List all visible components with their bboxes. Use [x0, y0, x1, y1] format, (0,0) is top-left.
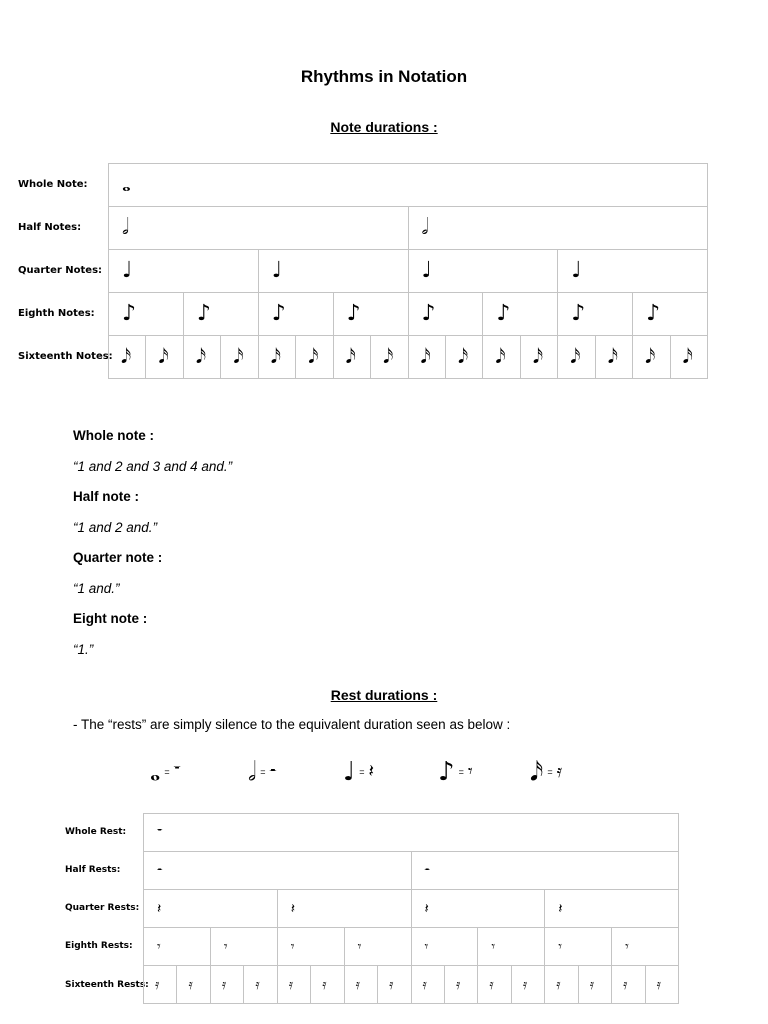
- half-rest-icon: 𝄼: [424, 862, 430, 879]
- rest-cell: [444, 966, 477, 1004]
- sixteenth-note-icon: 𝅘𝅥𝅯: [530, 757, 544, 787]
- sixteenth-note-icon: 𝅘𝅥𝅯: [420, 344, 431, 368]
- rest-cell: [578, 966, 611, 1004]
- eighth-note-icon: ♪: [438, 757, 455, 787]
- sixteenth-rest-icon: 𝄿: [455, 976, 461, 993]
- eighth-note-icon: ♪: [271, 301, 286, 326]
- whole-note-icon: 𝅝: [122, 172, 131, 197]
- whole-note-count-heading: Whole note :: [73, 428, 154, 443]
- quarter-note-count-text: “1 and.”: [73, 581, 120, 596]
- quarter-note-count-heading: Quarter note :: [73, 550, 163, 565]
- rest-cell: [612, 928, 679, 966]
- sixteenth-note-icon: 𝅘𝅥𝅯: [532, 344, 544, 368]
- sixteenth-rest-icon: 𝄿: [522, 976, 528, 993]
- note-cell: [109, 207, 409, 250]
- sixteenth-note-icon: 𝅘𝅥𝅯: [345, 344, 356, 368]
- sixteenth-rest-icon: 𝄿: [589, 976, 594, 993]
- eighth-note-icon: ♪: [496, 301, 511, 326]
- quarter-note-icon: ♩: [343, 757, 356, 787]
- note-cell: [258, 336, 295, 379]
- note-cell: [595, 336, 632, 379]
- equals-sign: =: [359, 767, 365, 777]
- eighth-rest-icon: 𝄾: [157, 938, 161, 955]
- page-title: Rhythms in Notation: [300, 67, 468, 86]
- note-cell: [109, 336, 146, 379]
- quarter-note-icon: ♩: [421, 258, 432, 283]
- sixteenth-note-icon: 𝅘𝅥𝅯: [270, 344, 282, 368]
- eighth-rest-icon: 𝄾: [357, 938, 362, 955]
- note-cell: [520, 336, 557, 379]
- sixteenth-note-icon: 𝅘𝅥𝅯: [195, 344, 207, 368]
- sixteenth-note-icon: 𝅘𝅥𝅯: [158, 344, 169, 368]
- rest-cell: [478, 966, 511, 1004]
- rest-cell: [177, 966, 210, 1004]
- rest-cell: [144, 928, 211, 966]
- eighth-rest-icon: 𝄾: [223, 938, 228, 955]
- eighth-note-icon: ♪: [196, 301, 211, 326]
- sixteenth-rest-icon: 𝄿: [623, 976, 628, 993]
- rest-cell: [210, 928, 277, 966]
- eighth-note-count-heading: Eight note :: [73, 611, 148, 626]
- note-row-quarter: [109, 250, 708, 293]
- sixteenth-rest-icon: 𝄿: [355, 976, 360, 993]
- rest-row-sixteenth: [144, 966, 679, 1004]
- sixteenth-rest-icon: 𝄿: [188, 976, 193, 993]
- sixteenth-rest-icon: 𝄿: [422, 976, 427, 993]
- note-cell: [483, 336, 520, 379]
- equals-sign: =: [260, 767, 266, 777]
- rest-cell: [144, 852, 412, 890]
- note-cell: [408, 293, 483, 336]
- rest-row-half: [144, 852, 679, 890]
- sixteenth-rest-icon: 𝄿: [155, 976, 160, 993]
- note-cell: [670, 336, 707, 379]
- quarter-note-icon: ♩: [571, 258, 582, 283]
- sixteenth-note-icon: 𝅘𝅥𝅯: [495, 344, 506, 368]
- note-cell: [146, 336, 183, 379]
- row-label-eighth-rests: Eighth Rests:: [65, 941, 133, 951]
- eighth-note-icon: ♪: [421, 301, 436, 326]
- whole-note-count-text: “1 and 2 and 3 and 4 and.”: [73, 459, 233, 474]
- rest-cell: [311, 966, 344, 1004]
- row-label-sixteenth-rests: Sixteenth Rests:: [65, 980, 149, 990]
- quarter-rest-icon: 𝄽: [424, 900, 429, 917]
- note-cell: [333, 293, 408, 336]
- eighth-rest-icon: 𝄾: [424, 938, 429, 955]
- row-label-half-rests: Half Rests:: [65, 865, 121, 875]
- note-cell: [371, 336, 408, 379]
- rest-row-quarter: [144, 890, 679, 928]
- half-rest-icon: 𝄼: [269, 761, 277, 782]
- rest-durations-table: [143, 813, 679, 1004]
- note-row-half: [109, 207, 708, 250]
- note-cell: [258, 293, 333, 336]
- eighth-note-icon: ♪: [571, 301, 586, 326]
- note-cell: [296, 336, 333, 379]
- note-cell: [258, 250, 408, 293]
- half-note-count-heading: Half note :: [73, 489, 139, 504]
- rest-cell: [411, 928, 478, 966]
- row-label-half-notes: Half Notes:: [18, 222, 82, 233]
- rest-cell: [344, 966, 377, 1004]
- note-cell: [109, 250, 259, 293]
- rest-cell: [277, 928, 344, 966]
- half-rest-icon: 𝄼: [157, 862, 163, 879]
- eighth-rest-icon: 𝄾: [558, 938, 562, 955]
- sixteenth-rest-icon: 𝄿: [489, 976, 494, 993]
- rest-cell: [612, 966, 645, 1004]
- equals-sign: =: [458, 767, 464, 777]
- row-label-whole-note: Whole Note:: [18, 179, 88, 190]
- sixteenth-rest-icon: 𝄿: [288, 976, 294, 993]
- sixteenth-rest-icon: 𝄿: [389, 976, 394, 993]
- sixteenth-rest-icon: 𝄿: [656, 976, 661, 993]
- sixteenth-rest-icon: 𝄿: [556, 976, 561, 993]
- half-note-icon: 𝅗𝅥: [248, 757, 257, 787]
- sixteenth-rest-icon: 𝄿: [556, 761, 563, 782]
- sixteenth-note-icon: 𝅘𝅥𝅯: [121, 344, 132, 368]
- note-cell: [558, 250, 708, 293]
- eighth-rest-icon: 𝄾: [491, 938, 496, 955]
- rest-cell: [144, 966, 177, 1004]
- sixteenth-note-icon: 𝅘𝅥𝅯: [233, 344, 244, 368]
- note-cell: [109, 164, 708, 207]
- eighth-note-icon: ♪: [346, 301, 361, 326]
- half-note-icon: 𝅗𝅥: [421, 215, 429, 240]
- note-cell: [221, 336, 258, 379]
- rest-cell: [545, 966, 578, 1004]
- eighth-rest-icon: 𝄾: [625, 938, 629, 955]
- equivalence-eighth: [438, 752, 473, 792]
- quarter-note-icon: ♩: [271, 258, 283, 283]
- quarter-note-icon: ♩: [122, 258, 133, 283]
- rest-cell: [545, 928, 612, 966]
- rests-intro-text: - The “rests” are simply silence to the equivalent duration seen as below :: [73, 717, 511, 732]
- note-row-whole: [109, 164, 708, 207]
- equivalence-whole: [150, 752, 180, 792]
- rest-cell: [511, 966, 544, 1004]
- rest-cell: [645, 966, 678, 1004]
- equivalence-quarter: [343, 752, 374, 792]
- sixteenth-rest-icon: 𝄿: [221, 976, 227, 993]
- equals-sign: =: [164, 767, 170, 777]
- note-cell: [483, 293, 558, 336]
- equals-sign: =: [547, 767, 553, 777]
- whole-rest-icon: 𝄻: [157, 824, 163, 841]
- eighth-rest-icon: 𝄾: [290, 938, 295, 955]
- rest-row-whole: [144, 814, 679, 852]
- sixteenth-note-icon: 𝅘𝅥𝅯: [383, 344, 394, 368]
- note-row-sixteenth: [109, 336, 708, 379]
- rest-cell: [478, 928, 545, 966]
- rest-cell: [378, 966, 411, 1004]
- note-cell: [558, 293, 633, 336]
- note-cell: [183, 336, 220, 379]
- rest-cell: [545, 890, 679, 928]
- eighth-note-icon: ♪: [646, 301, 661, 326]
- rest-durations-heading: Rest durations :: [330, 687, 438, 703]
- rest-cell: [344, 928, 411, 966]
- row-label-quarter-rests: Quarter Rests:: [65, 903, 140, 913]
- rest-cell: [210, 966, 243, 1004]
- whole-rest-icon: 𝄻: [173, 761, 181, 782]
- note-cell: [333, 336, 370, 379]
- note-durations-heading: Note durations :: [330, 119, 438, 135]
- quarter-rest-icon: 𝄽: [290, 900, 296, 917]
- rest-cell: [277, 890, 411, 928]
- sixteenth-note-icon: 𝅘𝅥𝅯: [457, 344, 469, 368]
- sixteenth-note-icon: 𝅘𝅥𝅯: [645, 344, 656, 368]
- sixteenth-note-icon: 𝅘𝅥𝅯: [308, 344, 319, 368]
- rest-cell: [244, 966, 277, 1004]
- eighth-rest-icon: 𝄾: [467, 761, 473, 782]
- sixteenth-rest-icon: 𝄿: [322, 976, 327, 993]
- quarter-rest-icon: 𝄽: [157, 900, 162, 917]
- note-row-eighth: [109, 293, 708, 336]
- whole-note-icon: 𝅝: [150, 757, 161, 787]
- note-cell: [445, 336, 482, 379]
- rest-cell: [411, 890, 545, 928]
- equivalence-sixteenth: [530, 752, 562, 792]
- rest-cell: [144, 890, 278, 928]
- row-label-whole-rest: Whole Rest:: [65, 827, 127, 837]
- equivalence-half: [248, 752, 276, 792]
- note-durations-table: [108, 163, 708, 379]
- note-cell: [408, 336, 445, 379]
- row-label-quarter-notes: Quarter Notes:: [18, 265, 103, 276]
- half-note-icon: 𝅗𝅥: [122, 215, 129, 240]
- eighth-note-icon: ♪: [122, 301, 137, 326]
- half-note-count-text: “1 and 2 and.”: [73, 520, 158, 535]
- rest-cell: [144, 814, 679, 852]
- note-cell: [408, 250, 558, 293]
- note-cell: [183, 293, 258, 336]
- note-cell: [408, 207, 708, 250]
- row-label-sixteenth-notes: Sixteenth Notes:: [18, 351, 113, 362]
- eighth-note-count-text: “1.”: [73, 642, 94, 657]
- note-rest-equivalences: [150, 752, 590, 792]
- rest-cell: [277, 966, 310, 1004]
- sixteenth-note-icon: 𝅘𝅥𝅯: [607, 344, 618, 368]
- rest-row-eighth: [144, 928, 679, 966]
- note-cell: [109, 293, 184, 336]
- rest-cell: [411, 852, 679, 890]
- note-cell: [558, 336, 595, 379]
- quarter-rest-icon: 𝄽: [558, 900, 563, 917]
- quarter-rest-icon: 𝄽: [368, 761, 375, 782]
- sixteenth-note-icon: 𝅘𝅥𝅯: [570, 344, 581, 368]
- note-cell: [633, 293, 708, 336]
- rest-cell: [411, 966, 444, 1004]
- row-label-eighth-notes: Eighth Notes:: [18, 308, 95, 319]
- sixteenth-note-icon: 𝅘𝅥𝅯: [682, 344, 693, 368]
- sixteenth-rest-icon: 𝄿: [255, 976, 260, 993]
- note-cell: [633, 336, 670, 379]
